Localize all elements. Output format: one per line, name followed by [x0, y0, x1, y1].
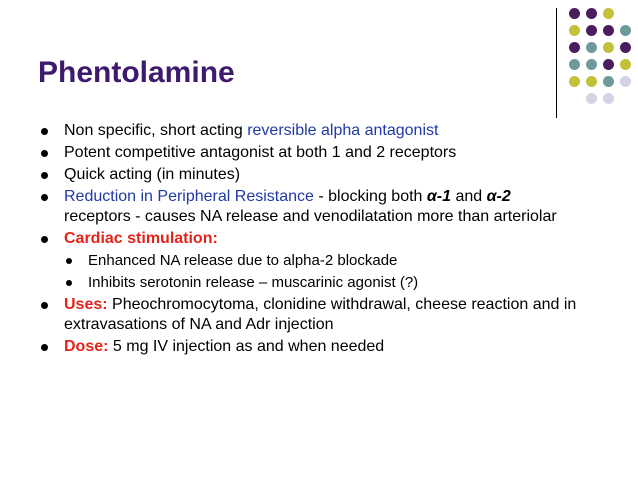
decorative-dot	[586, 25, 597, 36]
bullet-item	[40, 295, 630, 335]
bullet-text: Non specific, short acting	[64, 122, 248, 139]
decorative-dot	[603, 93, 614, 104]
bullet-text: 5 mg IV injection as and when needed	[108, 338, 385, 355]
bullet-item	[40, 187, 630, 227]
alpha1-label: α-1	[426, 188, 452, 205]
decorative-dot	[586, 42, 597, 53]
decorative-dot	[569, 76, 580, 87]
bullet-highlight: Reduction in Peripheral Resistance	[64, 188, 314, 205]
decorative-dot	[620, 76, 631, 87]
sub-bullet-text: Enhanced NA release due to alpha-2 blockade	[88, 252, 398, 269]
decorative-dot	[603, 59, 614, 70]
bullet-item	[40, 337, 630, 357]
decorative-dot	[569, 25, 580, 36]
bullet-text: - blocking both	[313, 188, 427, 205]
decorative-dot	[620, 59, 631, 70]
decorative-dot	[620, 42, 631, 53]
sub-bullet-text: Inhibits serotonin release – muscarinic agonist (?)	[88, 274, 419, 291]
decorative-dot	[620, 25, 631, 36]
decorative-dot	[586, 59, 597, 70]
bullet-label: Uses:	[64, 296, 108, 313]
bullet-item	[40, 121, 630, 141]
bullet-text: receptors - causes NA release and venodilatation more than arteriolar	[64, 208, 557, 225]
decorative-dot	[569, 59, 580, 70]
decorative-dot	[586, 76, 597, 87]
bullet-item	[40, 229, 630, 249]
bullet-text: Pheochromocytoma, clonidine withdrawal, cheese reaction and in extravasations of NA and Adr injection	[64, 296, 577, 333]
decorative-dot	[603, 76, 614, 87]
decorative-dot	[586, 93, 597, 104]
bullet-text: and	[451, 188, 487, 205]
sub-bullet-item	[40, 273, 630, 293]
bullet-item	[40, 165, 630, 185]
decorative-dot	[603, 8, 614, 19]
decorative-dot	[586, 8, 597, 19]
bullet-text: Potent competitive antagonist at both 1 and 2 receptors	[64, 144, 457, 161]
bullet-label: Dose:	[64, 338, 109, 355]
divider-line	[556, 8, 557, 118]
slide-title: Phentolamine	[38, 56, 235, 89]
alpha2-label: α-2	[486, 188, 511, 205]
decorative-dot	[603, 42, 614, 53]
decorative-dot	[569, 42, 580, 53]
decorative-dot	[603, 25, 614, 36]
sub-bullet-item	[40, 251, 630, 271]
decorative-dot	[569, 8, 580, 19]
bullet-highlight: reversible alpha antagonist	[247, 122, 439, 139]
bullet-label: Cardiac stimulation:	[64, 230, 218, 247]
bullet-text: Quick acting (in minutes)	[64, 166, 241, 183]
bullet-item	[40, 143, 630, 163]
bullet-list	[40, 121, 630, 359]
